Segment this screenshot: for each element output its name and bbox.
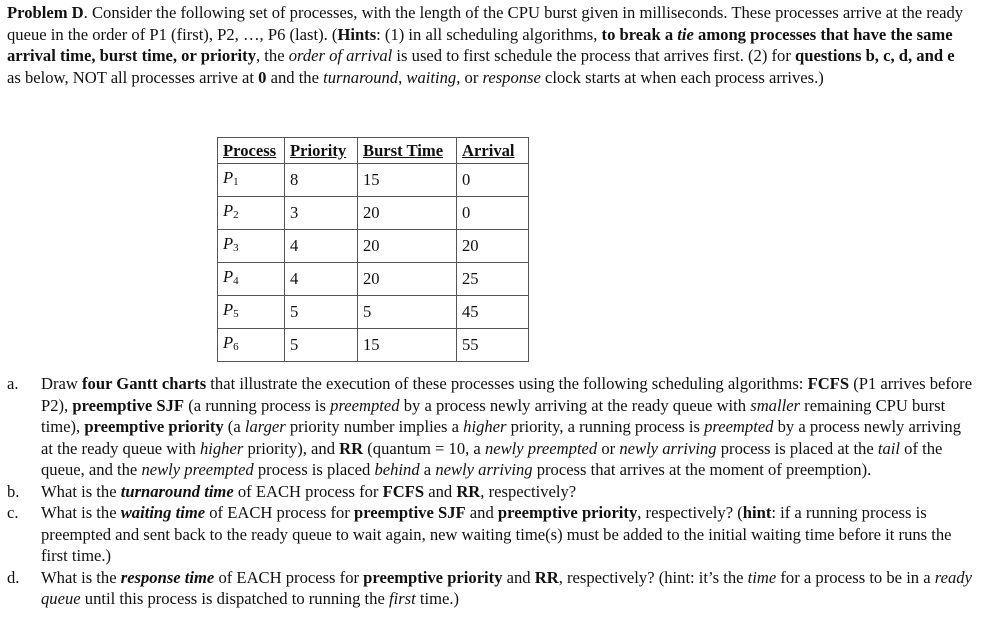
arrival-cell: 25 — [457, 263, 529, 296]
arrival-cell: 55 — [457, 329, 529, 362]
question-c: c. What is the waiting time of EACH process for preemptive SJF and preemptive priority, respectively? (hint: if a running process is preempted and sent back to the ready queue to wait again, new waiting time(s) must be added to the initial waiting time before it runs the first time.) — [7, 503, 952, 565]
priority-cell: 8 — [285, 164, 358, 197]
table-row — [218, 263, 529, 296]
intro-text: . Consider the following set of processes, with the length of the CPU burst given in milliseconds. These processes arrive at the ready queue in the order of P1 (first), P2, …, P6 (last). ( — [7, 3, 964, 44]
arrival-cell: 0 — [457, 164, 529, 197]
priority-cell: 5 — [285, 296, 358, 329]
table-row — [218, 329, 529, 362]
arrival-cell: 20 — [457, 230, 529, 263]
response-term: response — [482, 67, 541, 87]
burst-cell: 15 — [358, 329, 457, 362]
header-priority: Priority — [285, 138, 358, 164]
intro-text: as below, NOT all processes arrive at — [7, 67, 259, 87]
burst-cell: 20 — [358, 230, 457, 263]
turnaround-term: turnaround — [323, 67, 399, 87]
question-list — [0, 373, 975, 610]
table-row — [218, 230, 529, 263]
table-row — [218, 197, 529, 230]
arrival-cell: 45 — [457, 296, 529, 329]
intro-text: : (1) in all scheduling algorithms, — [376, 24, 602, 44]
burst-cell: 20 — [358, 263, 457, 296]
question-a: a. Draw four Gantt charts that illustrate the execution of these processes using the following scheduling algorithms: FCFS (P1 arrives before P2), preemptive SJF (a running process is preempted by a process newly arriving at the ready queue with smaller remaining CPU burst time), preemptive priority (a larger priority number implies a higher priority, a running process is preempted by a process newly arriving at the ready queue with higher priority), and RR (quantum = 10, a newly preempted or newly arriving process is placed at the tail of the queue, and the newly preempted process is placed behind a newly arriving process that arrives at the moment of preemption). — [7, 374, 973, 479]
table-header-row — [218, 138, 529, 164]
header-process: Process — [218, 138, 285, 164]
priority-cell: 5 — [285, 329, 358, 362]
question-b: b. What is the turnaround time of EACH process for FCFS and RR, respectively? — [7, 481, 577, 501]
question-label: c. — [7, 503, 19, 522]
waiting-term: waiting — [406, 67, 457, 87]
hints-label: Hints — [337, 24, 377, 44]
process-name: $P_6$ — [218, 329, 285, 362]
process-name: $P_5$ — [218, 296, 285, 329]
question-label: b. — [7, 481, 20, 501]
header-burst-time: Burst Time — [358, 138, 457, 164]
problem-statement — [7, 2, 972, 88]
question-label: a. — [7, 374, 19, 393]
tie-rule: to break a tie among processes that have the same arrival time, burst time, or priority — [7, 24, 953, 65]
questions-ref: questions b, c, d, and e — [795, 46, 955, 65]
priority-cell: 3 — [285, 197, 358, 230]
priority-cell: 4 — [285, 263, 358, 296]
order-of-arrival-term: order of arrival — [288, 46, 393, 65]
intro-text: , the — [256, 46, 289, 65]
process-name: $P_2$ — [218, 197, 285, 230]
intro-text: is used to first schedule the process that arrives first. (2) for — [392, 46, 796, 65]
intro-text: and the — [266, 67, 324, 87]
process-table — [217, 137, 529, 362]
process-name: $P_1$ — [218, 164, 285, 197]
burst-cell: 5 — [358, 296, 457, 329]
problem-title: Problem D — [7, 3, 84, 22]
question-d: d. What is the response time of EACH process for preemptive priority and RR, respectively? (hint: it’s the time for a process to be in a ready queue until this process is dispatched to running the first time.) — [7, 567, 972, 608]
process-name: $P_4$ — [218, 263, 285, 296]
table-row — [218, 296, 529, 329]
intro-paragraph: Problem D. Consider the following set of processes, with the length of the CPU burst given in milliseconds. These processes arrive at the ready queue in the order of P1 (first), P2, …, P6 (last). (Hints: (1) in all scheduling algorithms, to break a tie among processes that have the same arrival time, burst time, or priority, the order of arrival is used to first schedule the process that arrives first. (2) for questions b, c, d, and e as below, NOT all processes arrive at 0 and the turnaround, waiting, or response clock starts at when each process arrives.) — [7, 3, 964, 87]
intro-text: clock starts at when each process arrives.) — [540, 67, 824, 87]
burst-cell: 20 — [358, 197, 457, 230]
priority-cell: 4 — [285, 230, 358, 263]
question-label: d. — [7, 567, 20, 587]
table-row — [218, 164, 529, 197]
header-arrival: Arrival — [457, 138, 529, 164]
arrival-cell: 0 — [457, 197, 529, 230]
process-name: $P_3$ — [218, 230, 285, 263]
burst-cell: 15 — [358, 164, 457, 197]
zero-value: 0 — [258, 67, 267, 87]
